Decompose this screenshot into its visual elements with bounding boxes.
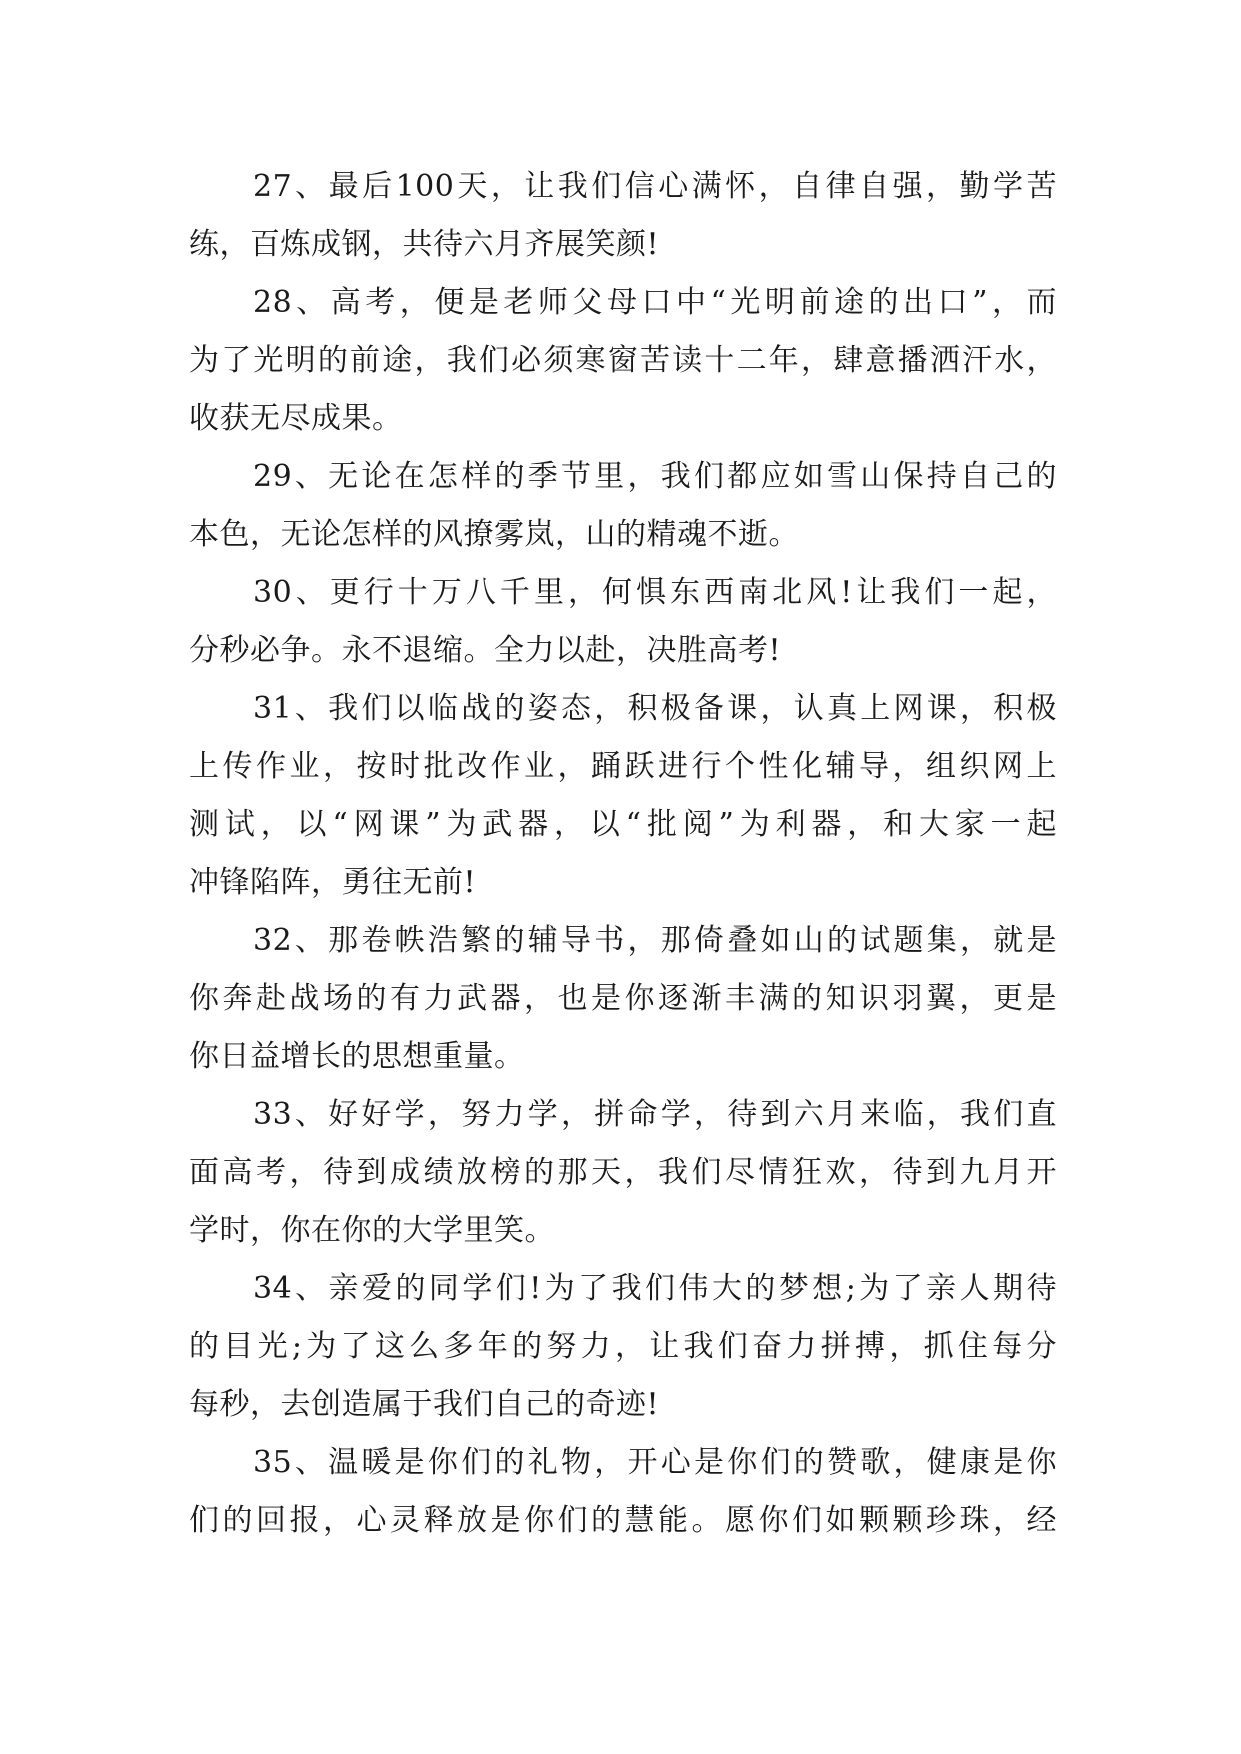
paragraph-line: 35、温暖是你们的礼物，开心是你们的赞歌，健康是你 [253,1445,1057,1480]
paragraph-line: 29、无论在怎样的季节里，我们都应如雪山保持自己的 [253,459,1057,494]
paragraph-32 [189,912,1057,1086]
paragraph-30 [189,564,1057,680]
paragraph-line: 面高考，待到成绩放榜的那天，我们尽情狂欢，待到九月开 [189,1155,1057,1190]
paragraph-line: 30、更行十万八千里，何惧东西南北风!让我们一起， [253,575,1057,610]
paragraph-line: 收获无尽成果。 [189,401,403,436]
paragraph-33 [189,1086,1057,1260]
paragraph-29 [189,448,1057,564]
paragraph-line: 32、那卷帙浩繁的辅导书，那倚叠如山的试题集，就是 [253,923,1057,958]
document-body [189,158,1057,1550]
paragraph-line: 33、好好学，努力学，拼命学，待到六月来临，我们直 [253,1097,1057,1132]
paragraph-line: 27、最后100天，让我们信心满怀，自律自强，勤学苦 [253,169,1057,204]
paragraph-line: 28、高考，便是老师父母口中“光明前途的出口”，而 [253,285,1057,320]
paragraph-line: 学时，你在你的大学里笑。 [189,1213,555,1248]
paragraph-line: 本色，无论怎样的风撩雾岚，山的精魂不逝。 [189,517,799,552]
paragraph-line: 分秒必争。永不退缩。全力以赴，决胜高考! [189,633,782,668]
paragraph-line: 的目光;为了这么多年的努力，让我们奋力拼搏，抓住每分 [189,1329,1057,1364]
paragraph-line: 每秒，去创造属于我们自己的奇迹! [189,1387,660,1422]
paragraph-line: 为了光明的前途，我们必须寒窗苦读十二年，肆意播洒汗水， [189,343,1057,378]
paragraph-line: 上传作业，按时批改作业，踊跃进行个性化辅导，组织网上 [189,749,1057,784]
paragraph-31 [189,680,1057,912]
paragraph-line: 34、亲爱的同学们!为了我们伟大的梦想;为了亲人期待 [253,1271,1057,1306]
paragraph-27 [189,158,1057,274]
paragraph-28 [189,274,1057,448]
paragraph-line: 你日益增长的思想重量。 [189,1039,525,1074]
paragraph-line: 练，百炼成钢，共待六月齐展笑颜! [189,227,660,262]
paragraph-line: 们的回报，心灵释放是你们的慧能。愿你们如颗颗珍珠，经 [189,1503,1057,1538]
paragraph-line: 测试，以“网课”为武器，以“批阅”为利器，和大家一起 [189,807,1057,842]
paragraph-35 [189,1434,1057,1550]
paragraph-line: 31、我们以临战的姿态，积极备课，认真上网课，积极 [253,691,1057,726]
paragraph-line: 你奔赴战场的有力武器，也是你逐渐丰满的知识羽翼，更是 [189,981,1057,1016]
paragraph-34 [189,1260,1057,1434]
paragraph-line: 冲锋陷阵，勇往无前! [189,865,477,900]
